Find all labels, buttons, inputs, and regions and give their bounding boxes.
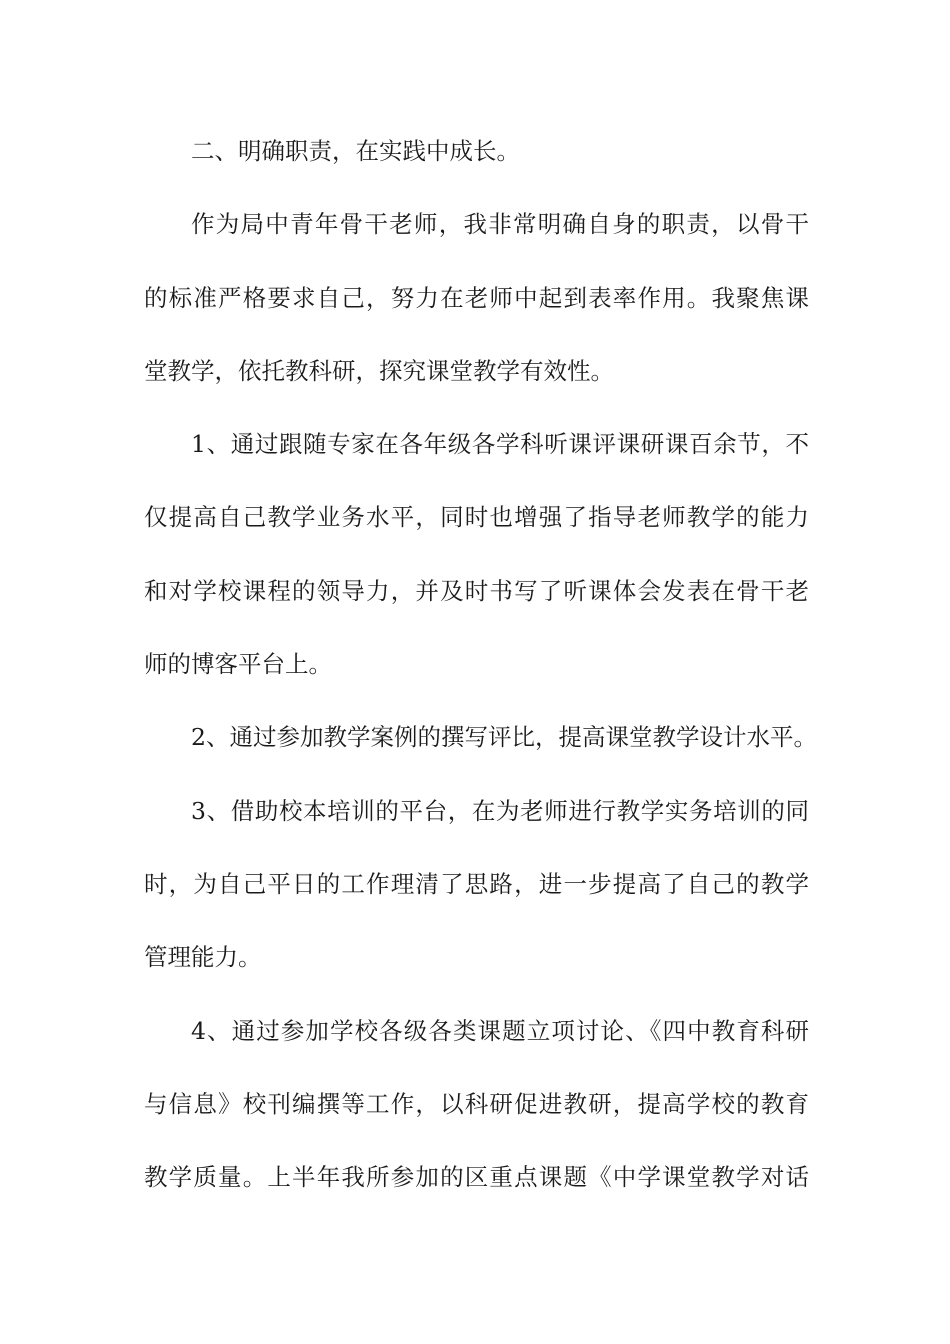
paragraph-intro xyxy=(144,202,809,422)
paragraph-line: 管理能力。 xyxy=(144,943,262,972)
paragraph-item-1 xyxy=(144,422,809,715)
paragraph-section-heading xyxy=(144,129,809,202)
paragraph-item-2 xyxy=(144,715,817,788)
paragraph-line: 3、借助校本培训的平台，在为老师进行教学实务培训的同 xyxy=(191,796,809,825)
paragraph-line: 4、通过参加学校各级各类课题立项讨论、《四中教育科研 xyxy=(191,1016,809,1045)
paragraph-line: 作为局中青年骨干老师，我非常明确自身的职责，以骨干 xyxy=(191,210,809,239)
paragraph-line: 师的博客平台上。 xyxy=(144,650,332,679)
paragraph-item-3 xyxy=(144,789,809,1009)
paragraph-line: 与信息》校刊编撰等工作，以科研促进教研，提高学校的教育 xyxy=(144,1089,809,1118)
paragraph-line: 教学质量。上半年我所参加的区重点课题《中学课堂教学对话 xyxy=(144,1163,809,1192)
document-body xyxy=(144,129,817,1228)
paragraph-item-4 xyxy=(144,1009,809,1229)
paragraph-line: 2、通过参加教学案例的撰写评比，提高课堂教学设计水平。 xyxy=(191,723,817,752)
paragraph-line: 的标准严格要求自己，努力在老师中起到表率作用。我聚焦课 xyxy=(144,283,809,312)
paragraph-line: 1、通过跟随专家在各年级各学科听课评课研课百余节，不 xyxy=(191,430,809,459)
paragraph-line: 二、明确职责，在实践中成长。 xyxy=(191,137,520,165)
paragraph-line: 时，为自己平日的工作理清了思路，进一步提高了自己的教学 xyxy=(144,869,809,898)
paragraph-line: 堂教学，依托教科研，探究课堂教学有效性。 xyxy=(144,356,614,385)
paragraph-line: 仅提高自己教学业务水平，同时也增强了指导老师教学的能力 xyxy=(144,503,809,532)
paragraph-line: 和对学校课程的领导力，并及时书写了听课体会发表在骨干老 xyxy=(144,576,809,605)
